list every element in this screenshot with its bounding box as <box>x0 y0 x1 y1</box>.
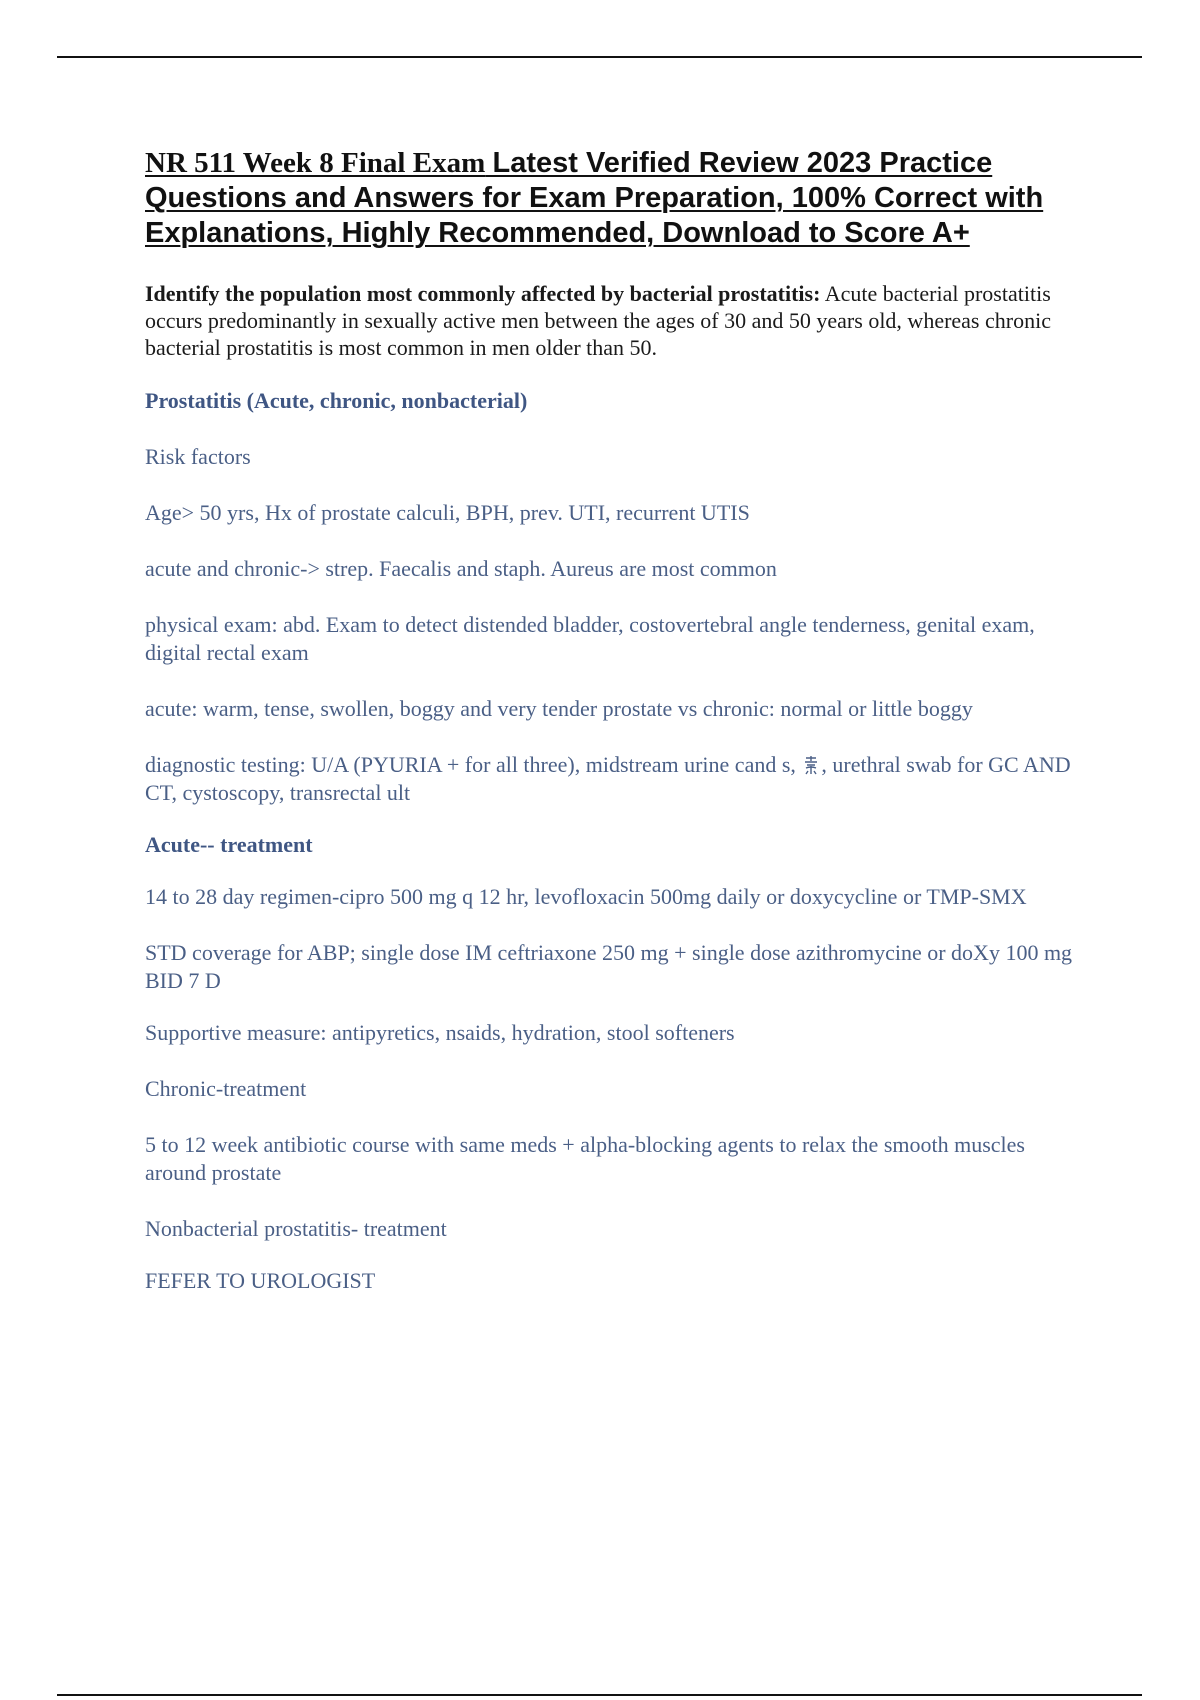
title-description: Latest Verified Review 2023 Practice Questions and Answers for Exam Preparation, 100% Correct with Explanations, Highly Recommended, Download to Score A+ <box>145 147 1044 249</box>
bottom-rule <box>57 1694 1142 1696</box>
garbled-symbol-icon <box>802 755 820 775</box>
std-coverage-text: STD coverage for ABP; single dose IM ceftriaxone 250 mg + single dose azithromycine or doXy 100 mg BID 7 D <box>145 940 1073 993</box>
diagnostic-text-part2: , urethral swab for GC AND CT, cystoscopy, transrectal ult <box>145 752 1071 805</box>
nonbacterial-treatment-text: FEFER TO UROLOGIST <box>145 1268 376 1293</box>
diagnostic-text-part1: diagnostic testing: U/A (PYURIA + for all three), midstream urine cand s, <box>145 752 796 777</box>
organisms-text: acute and chronic-> strep. Faecalis and staph. Aureus are most common <box>145 556 777 581</box>
intro-paragraph <box>145 280 1085 361</box>
nonbacterial-treatment-heading: Nonbacterial prostatitis- treatment <box>145 1216 447 1241</box>
risk-factors-label: Risk factors <box>145 444 251 469</box>
document-page <box>145 146 1085 1323</box>
section-heading-prostatitis: Prostatitis (Acute, chronic, nonbacterial) <box>145 388 528 413</box>
intro-answer: Acute bacterial prostatitis occurs predominantly in sexually active men between the ages of 30 and 50 years old, whereas chronic bacterial prostatitis is most common in men older than 50. <box>145 281 1051 360</box>
top-rule <box>57 56 1142 58</box>
acute-treatment-heading: Acute-- treatment <box>145 832 313 857</box>
diagnostic-testing-text <box>145 751 1085 807</box>
title-course-code: NR 511 Week 8 Final Exam <box>145 147 486 179</box>
acute-regimen-text: 14 to 28 day regimen-cipro 500 mg q 12 hr, levofloxacin 500mg daily or doxycycline or TMP-SMX <box>145 884 1027 909</box>
risk-factors-text: Age> 50 yrs, Hx of prostate calculi, BPH, prev. UTI, recurrent UTIS <box>145 500 750 525</box>
document-title <box>145 146 1085 251</box>
physical-exam-text: physical exam: abd. Exam to detect distended bladder, costovertebral angle tenderness, genital exam, digital rectal exam <box>145 612 1035 665</box>
chronic-regimen-text: 5 to 12 week antibiotic course with same meds + alpha-blocking agents to relax the smooth muscles around prostate <box>145 1132 1025 1185</box>
acute-vs-chronic-text: acute: warm, tense, swollen, boggy and very tender prostate vs chronic: normal or little boggy <box>145 696 973 721</box>
chronic-treatment-heading: Chronic-treatment <box>145 1076 307 1101</box>
supportive-measures-text: Supportive measure: antipyretics, nsaids, hydration, stool softeners <box>145 1020 735 1045</box>
intro-question: Identify the population most commonly affected by bacterial prostatitis: <box>145 281 821 306</box>
